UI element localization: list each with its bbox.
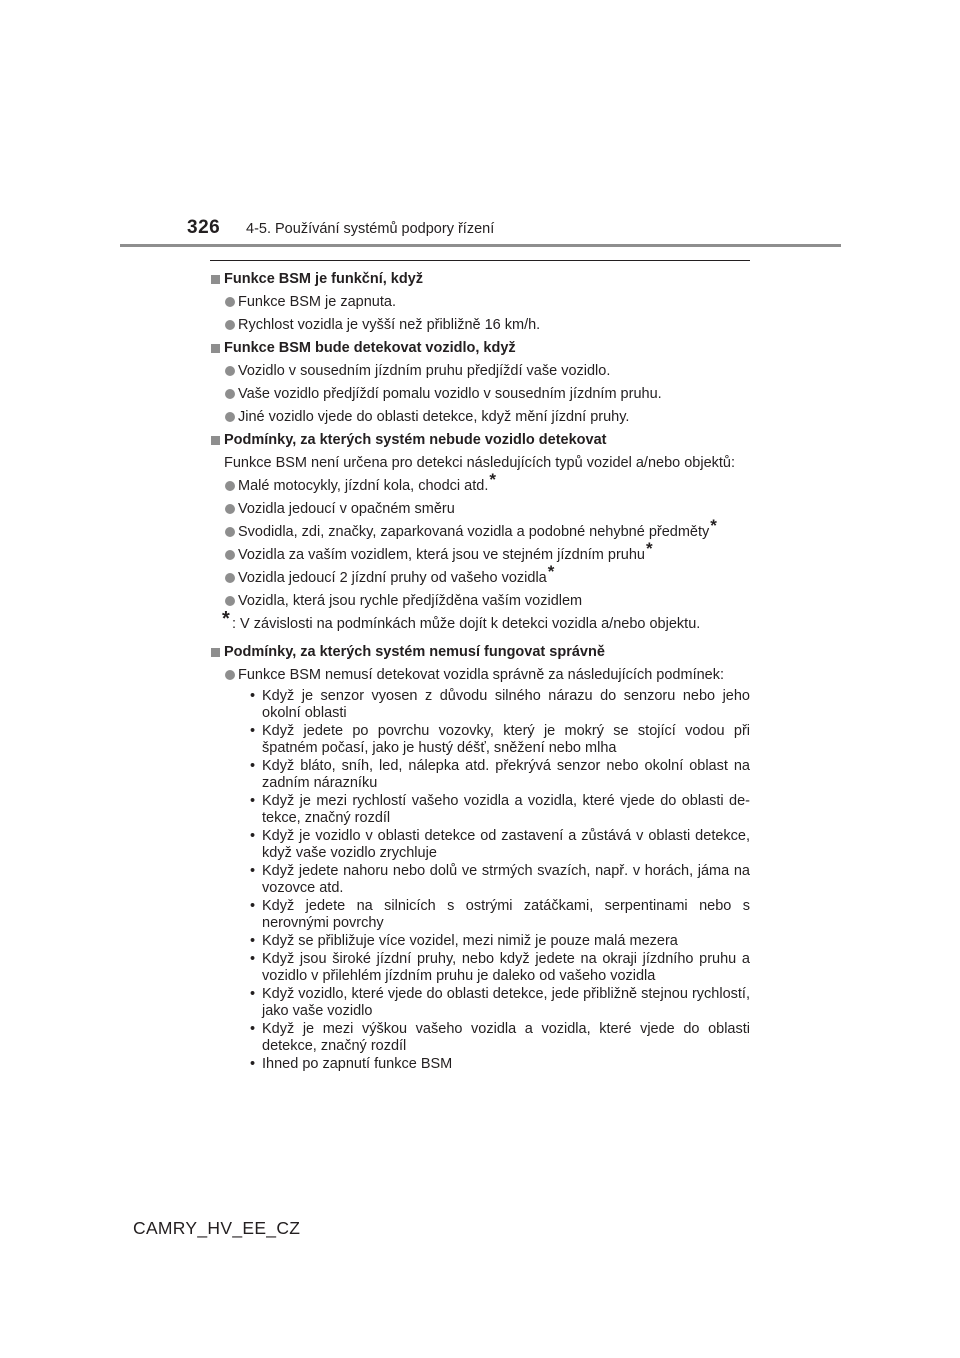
list-item: Funkce BSM nemusí detekovat vozidla správně za následujících podmínek: bbox=[210, 665, 750, 685]
condition-item: • Když je mezi rychlostí vašeho vozidla a vozidla, které vjede do oblasti de-tekce, značný rozdíl bbox=[250, 793, 750, 826]
condition-item: • Když vozidlo, které vjede do oblasti detekce, jede přibližně stejnou rychlostí, jako vaše vozidlo bbox=[250, 986, 750, 1019]
section-heading: Funkce BSM bude detekovat vozidlo, když bbox=[210, 338, 750, 358]
square-bullet-icon bbox=[211, 344, 220, 353]
condition-item: • Když jedete nahoru nebo dolů ve strmých svazích, např. v horách, jáma na vozovce atd. bbox=[250, 863, 750, 896]
circle-bullet-icon bbox=[225, 596, 235, 606]
condition-list bbox=[210, 688, 750, 1073]
list-item: Vozidla jedoucí v opačném směru bbox=[210, 499, 750, 519]
list-item: Vozidlo v sousedním jízdním pruhu předjíždí vaše vozidlo. bbox=[210, 361, 750, 381]
header-divider bbox=[120, 244, 841, 247]
circle-bullet-icon bbox=[225, 366, 235, 376]
square-bullet-icon bbox=[211, 275, 220, 284]
section-heading: Podmínky, za kterých systém nebude vozidlo detekovat bbox=[210, 430, 750, 450]
circle-bullet-icon bbox=[225, 412, 235, 422]
circle-bullet-icon bbox=[225, 573, 235, 583]
page-number: 326 bbox=[187, 217, 221, 238]
list-item: Svodidla, zdi, značky, zaparkovaná vozidla a podobné nehybné předměty* bbox=[210, 522, 750, 542]
list-item: Vozidla jedoucí 2 jízdní pruhy od vašeho vozidla* bbox=[210, 568, 750, 588]
condition-item: • Když bláto, sníh, led, nálepka atd. překrývá senzor nebo okolní oblast na zadním nárazníku bbox=[250, 758, 750, 791]
list-item: Jiné vozidlo vjede do oblasti detekce, když mění jízdní pruhy. bbox=[210, 407, 750, 427]
condition-item: • Když jedete po povrchu vozovky, který je mokrý se stojící vodou při špatném počasí, jako je hustý déšť, sněžení nebo mlha bbox=[250, 723, 750, 756]
footnote-asterisk: * bbox=[710, 516, 717, 535]
list-item: Vaše vozidlo předjíždí pomalu vozidlo v sousedním jízdním pruhu. bbox=[210, 384, 750, 404]
list-item: Vozidla, která jsou rychle předjížděna vaším vozidlem bbox=[210, 591, 750, 611]
page-content bbox=[210, 266, 750, 1074]
footnote-text: : V závislosti na podmínkách může dojít k detekci vozidla a/nebo objektu. bbox=[232, 616, 701, 632]
square-bullet-icon bbox=[211, 648, 220, 657]
list-item: Malé motocykly, jízdní kola, chodci atd.* bbox=[210, 476, 750, 496]
circle-bullet-icon bbox=[225, 670, 235, 680]
circle-bullet-icon bbox=[225, 389, 235, 399]
chapter-title: 4-5. Používání systémů podpory řízení bbox=[246, 221, 495, 237]
footnote-asterisk: * bbox=[489, 470, 496, 489]
document-code: CAMRY_HV_EE_CZ bbox=[133, 1218, 301, 1238]
footnote-asterisk: * bbox=[547, 562, 555, 581]
circle-bullet-icon bbox=[225, 550, 235, 560]
square-bullet-icon bbox=[211, 436, 220, 445]
content-divider bbox=[210, 260, 750, 261]
footnote-asterisk: * bbox=[222, 608, 230, 630]
condition-item: • Ihned po zapnutí funkce BSM bbox=[250, 1056, 453, 1072]
list-item: Funkce BSM je zapnuta. bbox=[210, 292, 750, 312]
circle-bullet-icon bbox=[225, 297, 235, 307]
list-item: Vozidla za vaším vozidlem, která jsou ve stejném jízdním pruhu* bbox=[210, 545, 750, 565]
section-heading: Funkce BSM je funkční, když bbox=[210, 269, 750, 289]
footnote-asterisk: * bbox=[645, 539, 653, 558]
footnote bbox=[210, 608, 750, 634]
section-intro: Funkce BSM není určena pro detekci následujících typů vozidel a/nebo objektů: bbox=[224, 455, 736, 471]
condition-item: • Když je senzor vyosen z důvodu silného nárazu do senzoru nebo jeho okolní oblasti bbox=[250, 688, 750, 721]
condition-item: • Když je mezi výškou vašeho vozidla a vozidla, které vjede do oblasti detekce, značný rozdíl bbox=[250, 1021, 750, 1054]
circle-bullet-icon bbox=[225, 481, 235, 491]
condition-item: • Když jsou široké jízdní pruhy, nebo když jedete na okraji jízdního pruhu a vozidlo v přilehlém jízdním pruhu je daleko od vašeho vozidla bbox=[250, 951, 750, 984]
condition-item: • Když jedete na silnicích s ostrými zatáčkami, serpentinami nebo s nerovnými povrchy bbox=[250, 898, 750, 931]
condition-item: • Když je vozidlo v oblasti detekce od zastavení a zůstává v oblasti detekce, když vaše vozidlo zrychluje bbox=[250, 828, 750, 861]
condition-item: • Když se přibližuje více vozidel, mezi nimiž je pouze malá mezera bbox=[250, 933, 678, 949]
circle-bullet-icon bbox=[225, 320, 235, 330]
section-heading: Podmínky, za kterých systém nemusí fungovat správně bbox=[210, 642, 750, 662]
circle-bullet-icon bbox=[225, 504, 235, 514]
list-item: Rychlost vozidla je vyšší než přibližně 16 km/h. bbox=[210, 315, 750, 335]
circle-bullet-icon bbox=[225, 527, 235, 537]
